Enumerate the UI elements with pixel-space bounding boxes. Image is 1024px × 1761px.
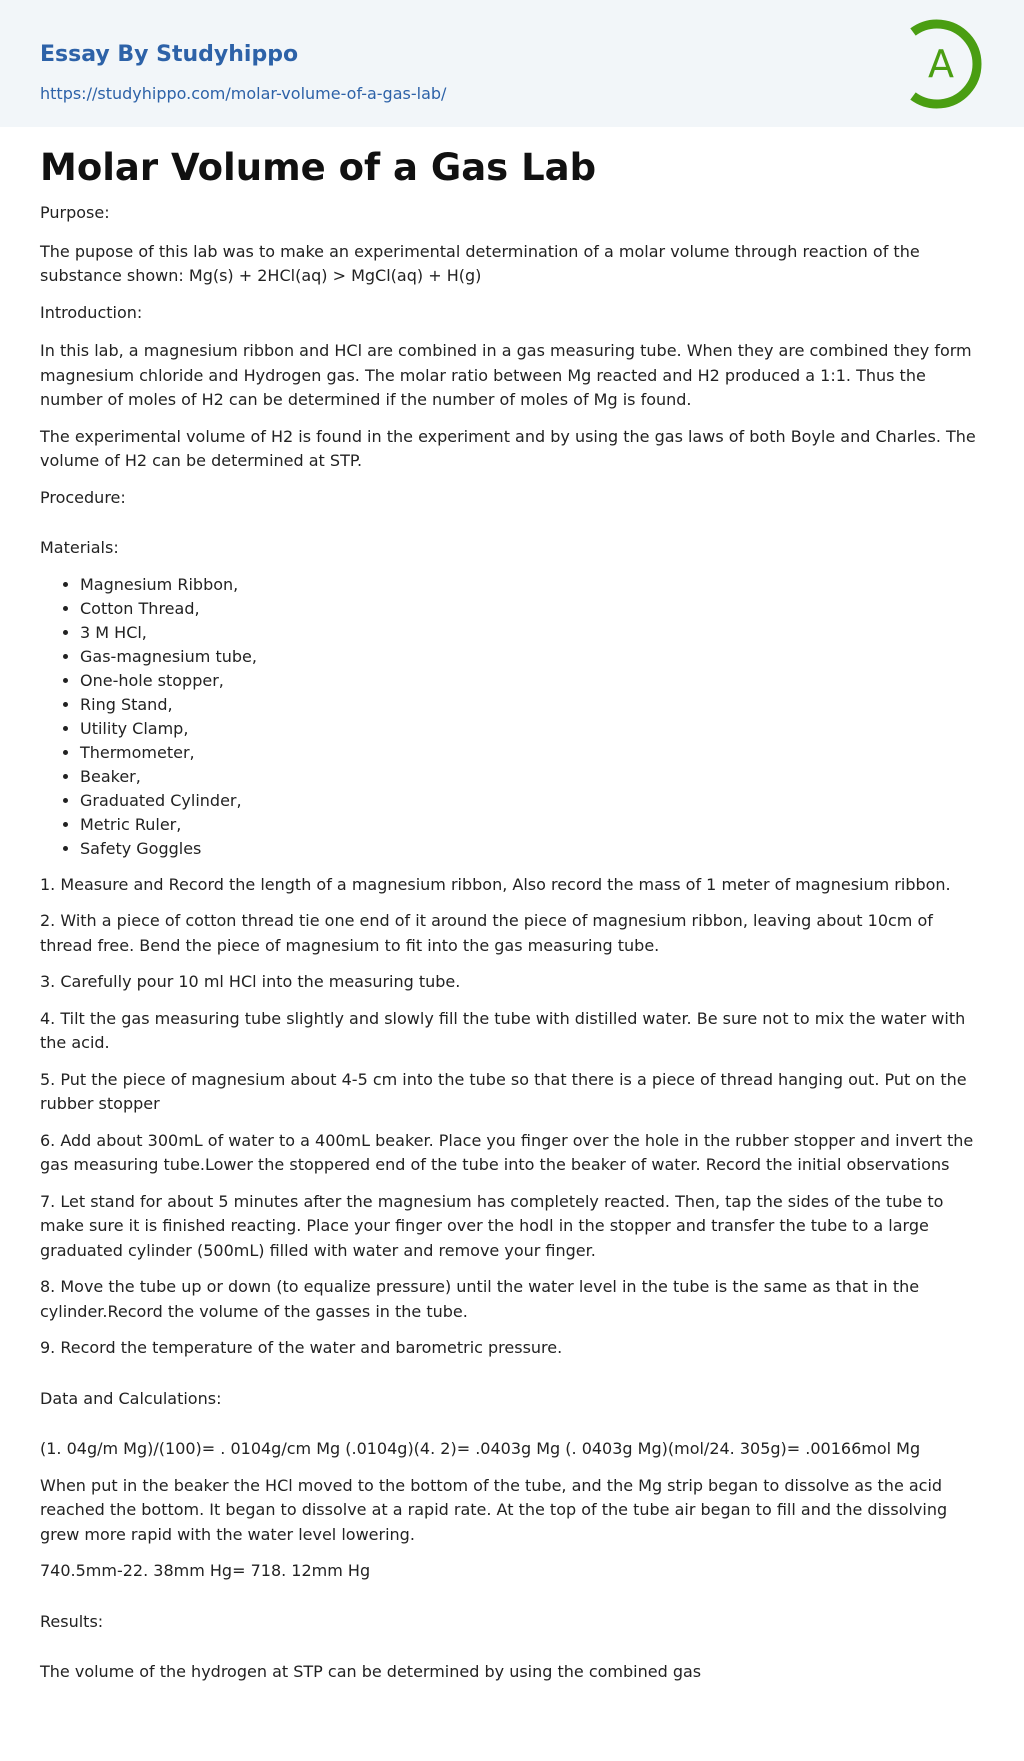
- purpose-paragraph: The pupose of this lab was to make an experimental determination of a molar volume through reaction of the substance shown: Mg(s) + 2HCl(aq) > MgCl(aq) + H(g): [40, 241, 920, 285]
- materials-heading: Materials:: [40, 538, 119, 557]
- list-item: • Ring Stand,: [80, 693, 984, 717]
- data-heading: Data and Calculations:: [40, 1388, 222, 1408]
- procedure-heading: Procedure:: [40, 487, 126, 507]
- results-heading: Results:: [40, 1611, 104, 1631]
- procedure-step: 6. Add about 300mL of water to a 400mL beaker. Place you finger over the hole in the rubber stopper and invert the gas measuring tube.Lower the stoppered end of the tube into the beaker of water. Record the initial observations: [40, 1130, 974, 1174]
- procedure-step: 8. Move the tube up or down (to equalize pressure) until the water level in the tube is the same as that in the cylinder.Record the volume of the gasses in the tube.: [40, 1277, 920, 1321]
- list-item: • One-hole stopper,: [80, 669, 984, 693]
- procedure-step: 7. Let stand for about 5 minutes after the magnesium has completely reacted. Then, tap the sides of the tube to make sure it is finished reacting. Place your finger over the hodl in the stopper and transfer the tube to a large graduated cylinder (500mL) filled with water and remove your finger.: [40, 1191, 944, 1260]
- calculation-line: (1. 04g/m Mg)/(100)= . 0104g/cm Mg (.0104g)(4. 2)= .0403g Mg (. 0403g Mg)(mol/24. 305g)= .00166mol Mg: [40, 1439, 921, 1458]
- svg-text:A: A: [928, 42, 954, 86]
- observation-paragraph: When put in the beaker the HCl moved to the bottom of the tube, and the Mg strip began to dissolve as the acid reached the bottom. It began to dissolve at a rapid rate. At the top of the tube air began to fill and the dissolving grew more rapid with the water level lowering.: [40, 1475, 948, 1544]
- list-item: • Cotton Thread,: [80, 597, 984, 621]
- introduction-paragraph-2: The experimental volume of H2 is found in the experiment and by using the gas laws of both Boyle and Charles. The volume of H2 can be determined at STP.: [40, 426, 976, 470]
- article-body: [0, 127, 1024, 1737]
- introduction-heading: Introduction:: [40, 302, 143, 322]
- procedure-step: 2. With a piece of cotton thread tie one end of it around the piece of magnesium ribbon, leaving about 10cm of thread free. Bend the piece of magnesium to fit into the gas measuring tube.: [40, 911, 933, 955]
- procedure-step: 1. Measure and Record the length of a magnesium ribbon, Also record the mass of 1 meter of magnesium ribbon.: [40, 874, 951, 894]
- materials-list: [40, 573, 984, 861]
- list-item: • Graduated Cylinder,: [80, 789, 984, 813]
- list-item: • Thermometer,: [80, 741, 984, 765]
- procedure-step: 9. Record the temperature of the water and barometric pressure.: [40, 1338, 563, 1357]
- list-item: • 3 M HCl,: [80, 621, 984, 645]
- site-header: [0, 0, 1024, 127]
- page-title: Molar Volume of a Gas Lab: [40, 146, 597, 189]
- pressure-calculation: 740.5mm-22. 38mm Hg= 718. 12mm Hg: [40, 1561, 371, 1580]
- list-item: • Safety Goggles: [80, 837, 984, 861]
- purpose-heading: Purpose:: [40, 203, 110, 222]
- procedure-step: 4. Tilt the gas measuring tube slightly and slowly fill the tube with distilled water. Be sure not to mix the water with the acid.: [40, 1008, 966, 1052]
- list-item: • Metric Ruler,: [80, 813, 984, 837]
- list-item: • Gas-magnesium tube,: [80, 645, 984, 669]
- source-url-link[interactable]: https://studyhippo.com/molar-volume-of-a-gas-lab/: [40, 84, 447, 103]
- studyhippo-logo-icon: [895, 18, 987, 110]
- list-item: • Magnesium Ribbon,: [80, 573, 984, 597]
- procedure-step: 3. Carefully pour 10 ml HCl into the measuring tube.: [40, 972, 461, 991]
- introduction-paragraph: In this lab, a magnesium ribbon and HCl are combined in a gas measuring tube. When they are combined they form magnesium chloride and Hydrogen gas. The molar ratio between Mg reacted and H2 produced a 1:1. Thus the number of moles of H2 can be determined if the number of moles of Mg is found.: [40, 341, 972, 409]
- procedure-step: 5. Put the piece of magnesium about 4-5 cm into the tube so that there is a piece of thread hanging out. Put on the rubber stopper: [40, 1069, 967, 1113]
- list-item: • Beaker,: [80, 765, 984, 789]
- brand-title: Essay By Studyhippo: [40, 42, 299, 67]
- list-item: • Utility Clamp,: [80, 717, 984, 741]
- results-paragraph: The volume of the hydrogen at STP can be determined by using the combined gas: [40, 1662, 702, 1681]
